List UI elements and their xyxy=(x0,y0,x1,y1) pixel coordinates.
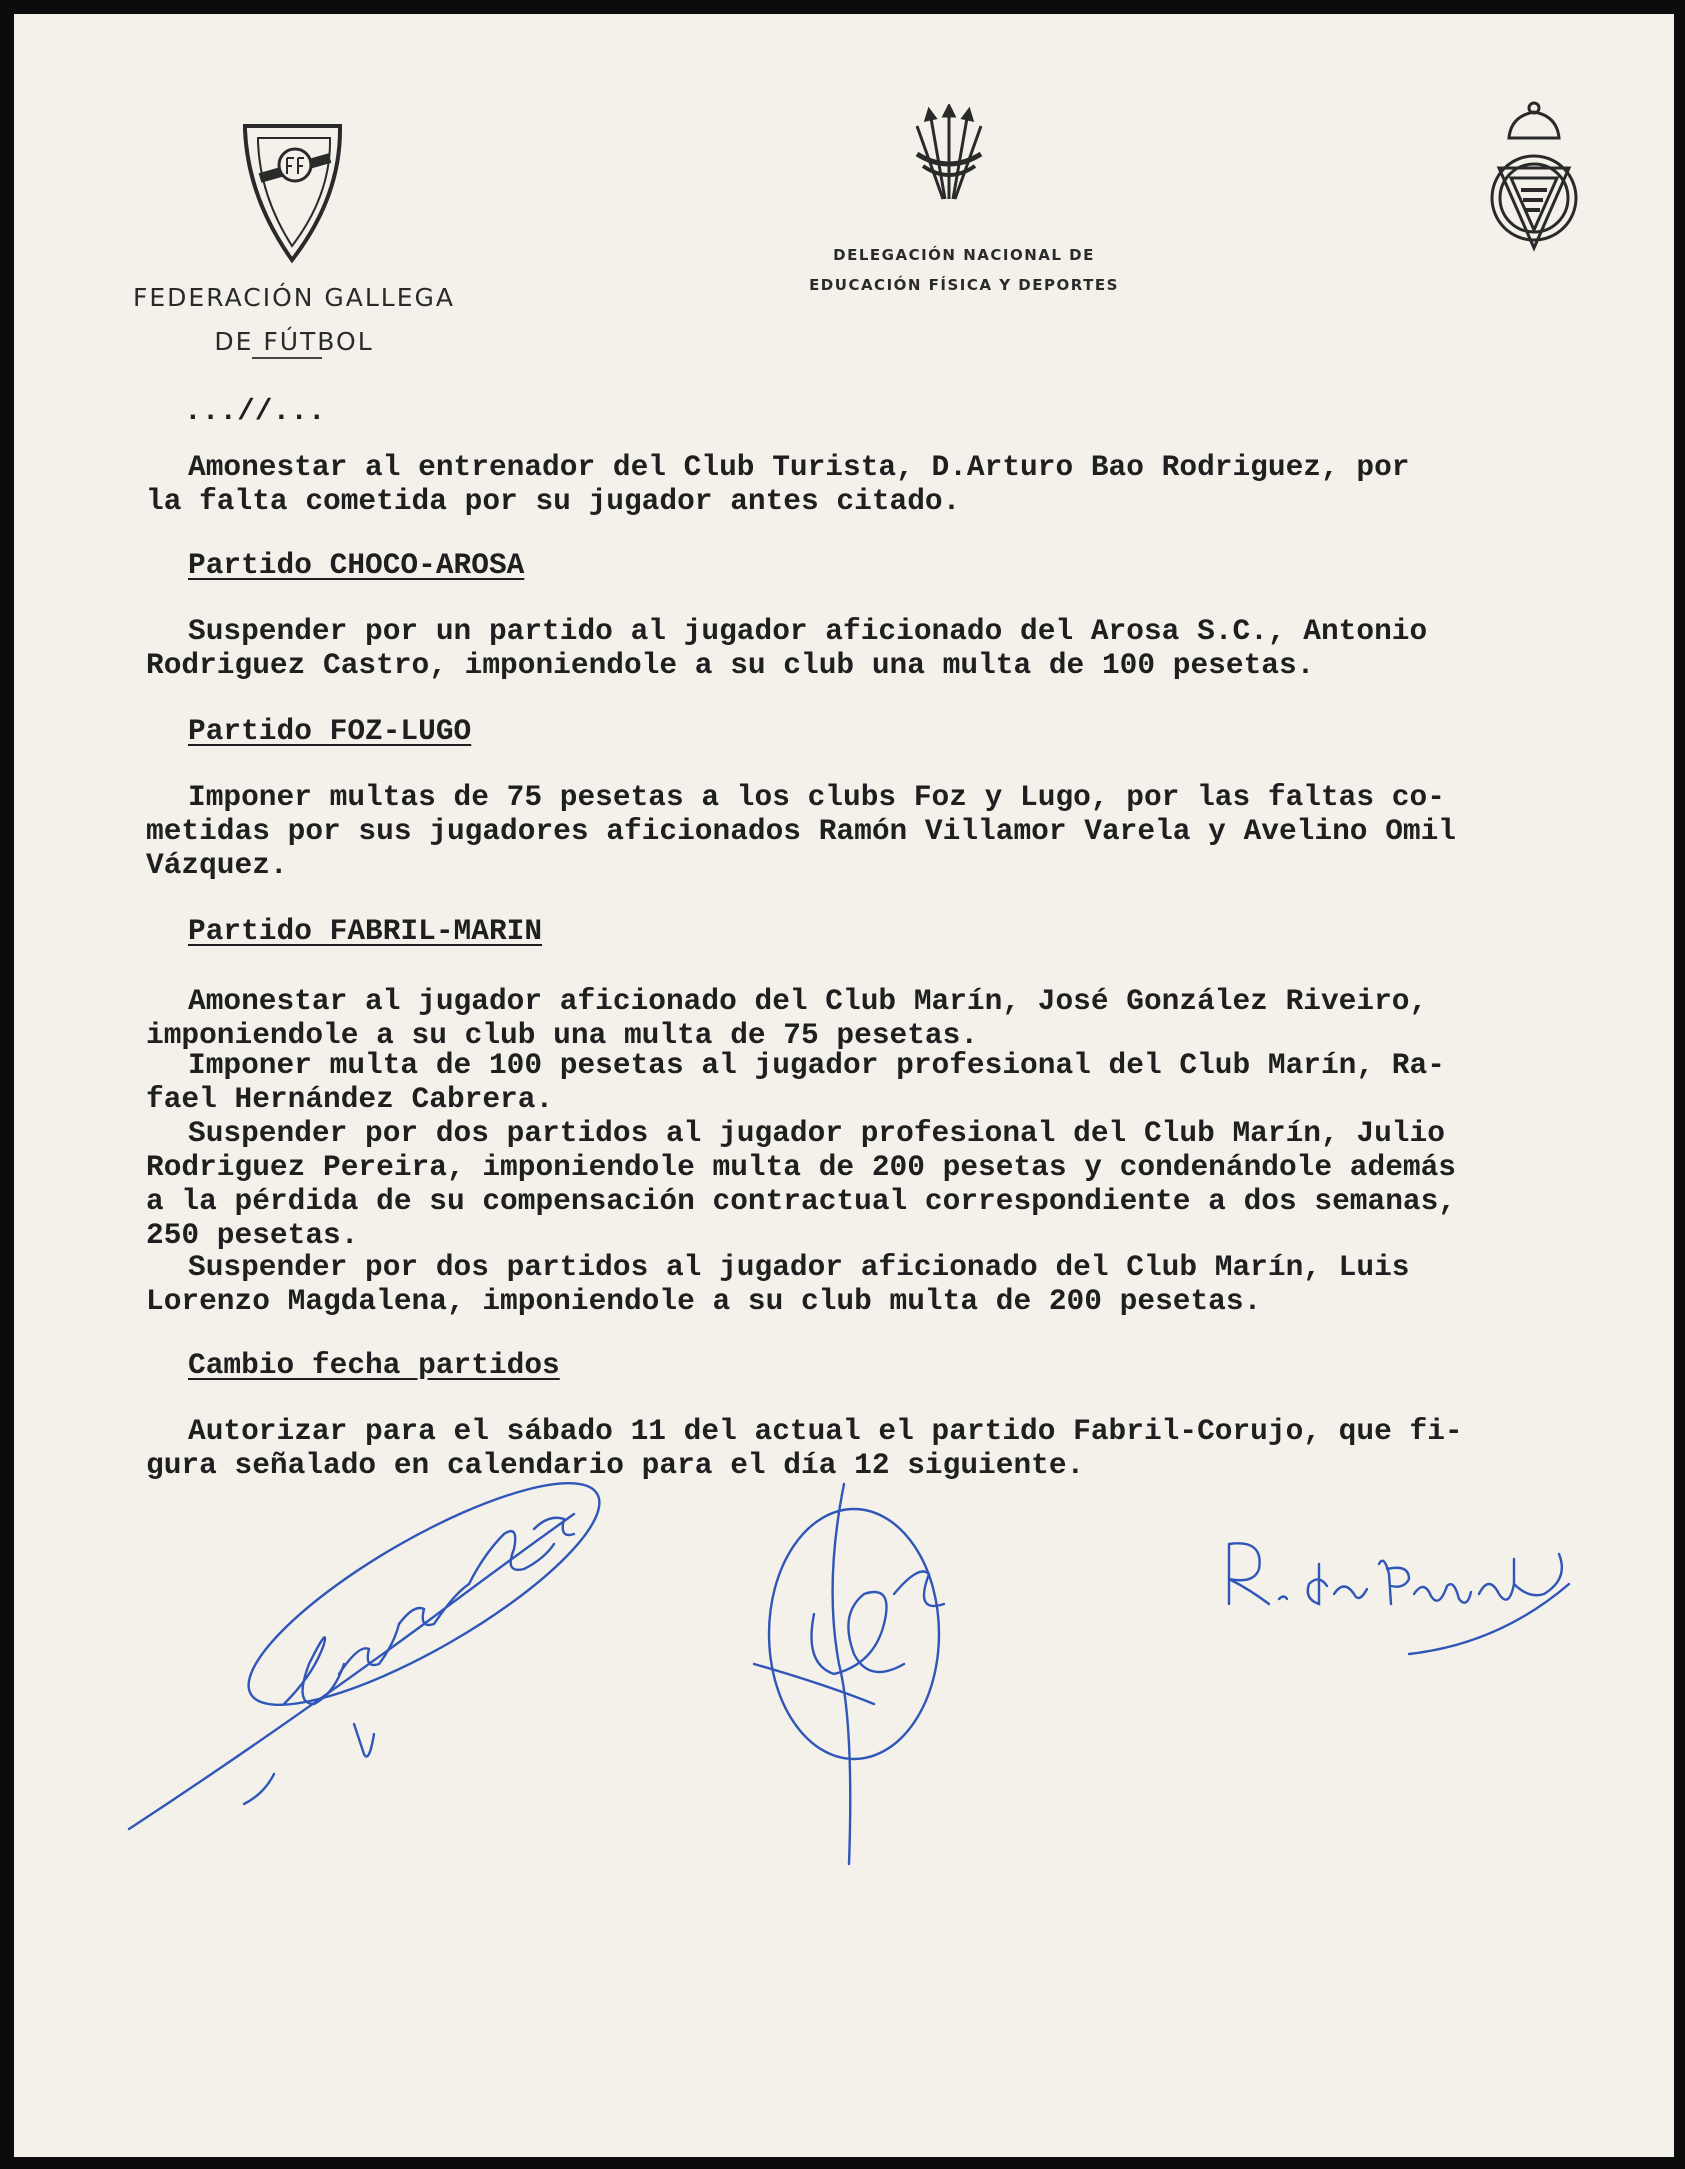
section3-line-9: Suspender por dos partidos al jugador aficionado del Club Marín, Luis xyxy=(188,1250,1410,1284)
section-title-fabril-marin: Partido FABRIL-MARIN xyxy=(188,914,543,948)
section3-line-6: Rodriguez Pereira, imponiendole multa de 200 pesetas y condenándole además xyxy=(146,1150,1457,1184)
federation-line2: DE FÚTBOL xyxy=(214,327,374,356)
continuation-mark: ...//... xyxy=(184,394,326,428)
signature-left-icon xyxy=(124,1474,624,1854)
edge-tick xyxy=(0,365,14,369)
edge-tick xyxy=(0,240,14,244)
edge-tick xyxy=(0,145,14,149)
edge-tick xyxy=(0,1775,14,1779)
signature-center-icon xyxy=(744,1464,964,1874)
section3-line-2: imponiendole a su club una multa de 75 pesetas. xyxy=(146,1018,979,1052)
delegation-line2: EDUCACIÓN FÍSICA Y DEPORTES xyxy=(809,276,1119,294)
edge-tick xyxy=(0,570,14,574)
delegation-name xyxy=(804,240,1124,300)
section4-line-1: Autorizar para el sábado 11 del actual el partido Fabril-Corujo, que fi- xyxy=(188,1414,1463,1448)
intro-line-1: Amonestar al entrenador del Club Turista, D.Arturo Bao Rodriguez, por xyxy=(188,450,1410,484)
section3-line-7: a la pérdida de su compensación contractual correspondiente a dos semanas, xyxy=(146,1184,1457,1218)
section-title-foz-lugo: Partido FOZ-LUGO xyxy=(188,714,472,748)
section2-line-2: metidas por sus jugadores aficionados Ramón Villamor Varela y Avelino Omil xyxy=(146,814,1457,848)
section3-line-1: Amonestar al jugador aficionado del Club Marín, José González Riveiro, xyxy=(188,984,1428,1018)
section1-line-1: Suspender por un partido al jugador aficionado del Arosa S.C., Antonio xyxy=(188,614,1428,648)
edge-tick xyxy=(0,2040,14,2044)
delegation-line1: DELEGACIÓN NACIONAL DE xyxy=(833,246,1095,264)
federation-underline xyxy=(252,357,322,359)
paper-sheet xyxy=(14,14,1674,2157)
section2-line-3: Vázquez. xyxy=(146,848,288,882)
section3-line-3: Imponer multa de 100 pesetas al jugador profesional del Club Marín, Ra- xyxy=(188,1048,1445,1082)
section4-line-2: gura señalado en calendario para el día 12 siguiente. xyxy=(146,1448,1085,1482)
section2-line-1: Imponer multas de 75 pesetas a los clubs Foz y Lugo, por las faltas co- xyxy=(188,780,1445,814)
edge-tick xyxy=(0,980,14,984)
section3-line-5: Suspender por dos partidos al jugador profesional del Club Marín, Julio xyxy=(188,1116,1445,1150)
section3-line-4: fael Hernández Cabrera. xyxy=(146,1082,554,1116)
section3-line-8: 250 pesetas. xyxy=(146,1218,359,1252)
section-title-choco-arosa: Partido CHOCO-AROSA xyxy=(188,548,525,582)
royal-federation-crest-icon xyxy=(1479,98,1589,258)
federation-line1: FEDERACIÓN GALLEGA xyxy=(133,283,455,312)
federation-name xyxy=(124,276,464,364)
federacion-gallega-shield-icon xyxy=(240,118,350,268)
signature-right-icon xyxy=(1209,1524,1589,1674)
document-body xyxy=(132,394,1672,1482)
yoke-and-arrows-icon xyxy=(909,104,989,209)
section-title-cambio-fecha: Cambio fecha partidos xyxy=(188,1348,560,1382)
intro-line-2: la falta cometida por su jugador antes citado. xyxy=(146,484,961,518)
edge-tick xyxy=(0,1580,14,1584)
section1-line-2: Rodriguez Castro, imponiendole a su club una multa de 100 pesetas. xyxy=(146,648,1315,682)
section3-line-10: Lorenzo Magdalena, imponiendole a su club multa de 200 pesetas. xyxy=(146,1284,1262,1318)
